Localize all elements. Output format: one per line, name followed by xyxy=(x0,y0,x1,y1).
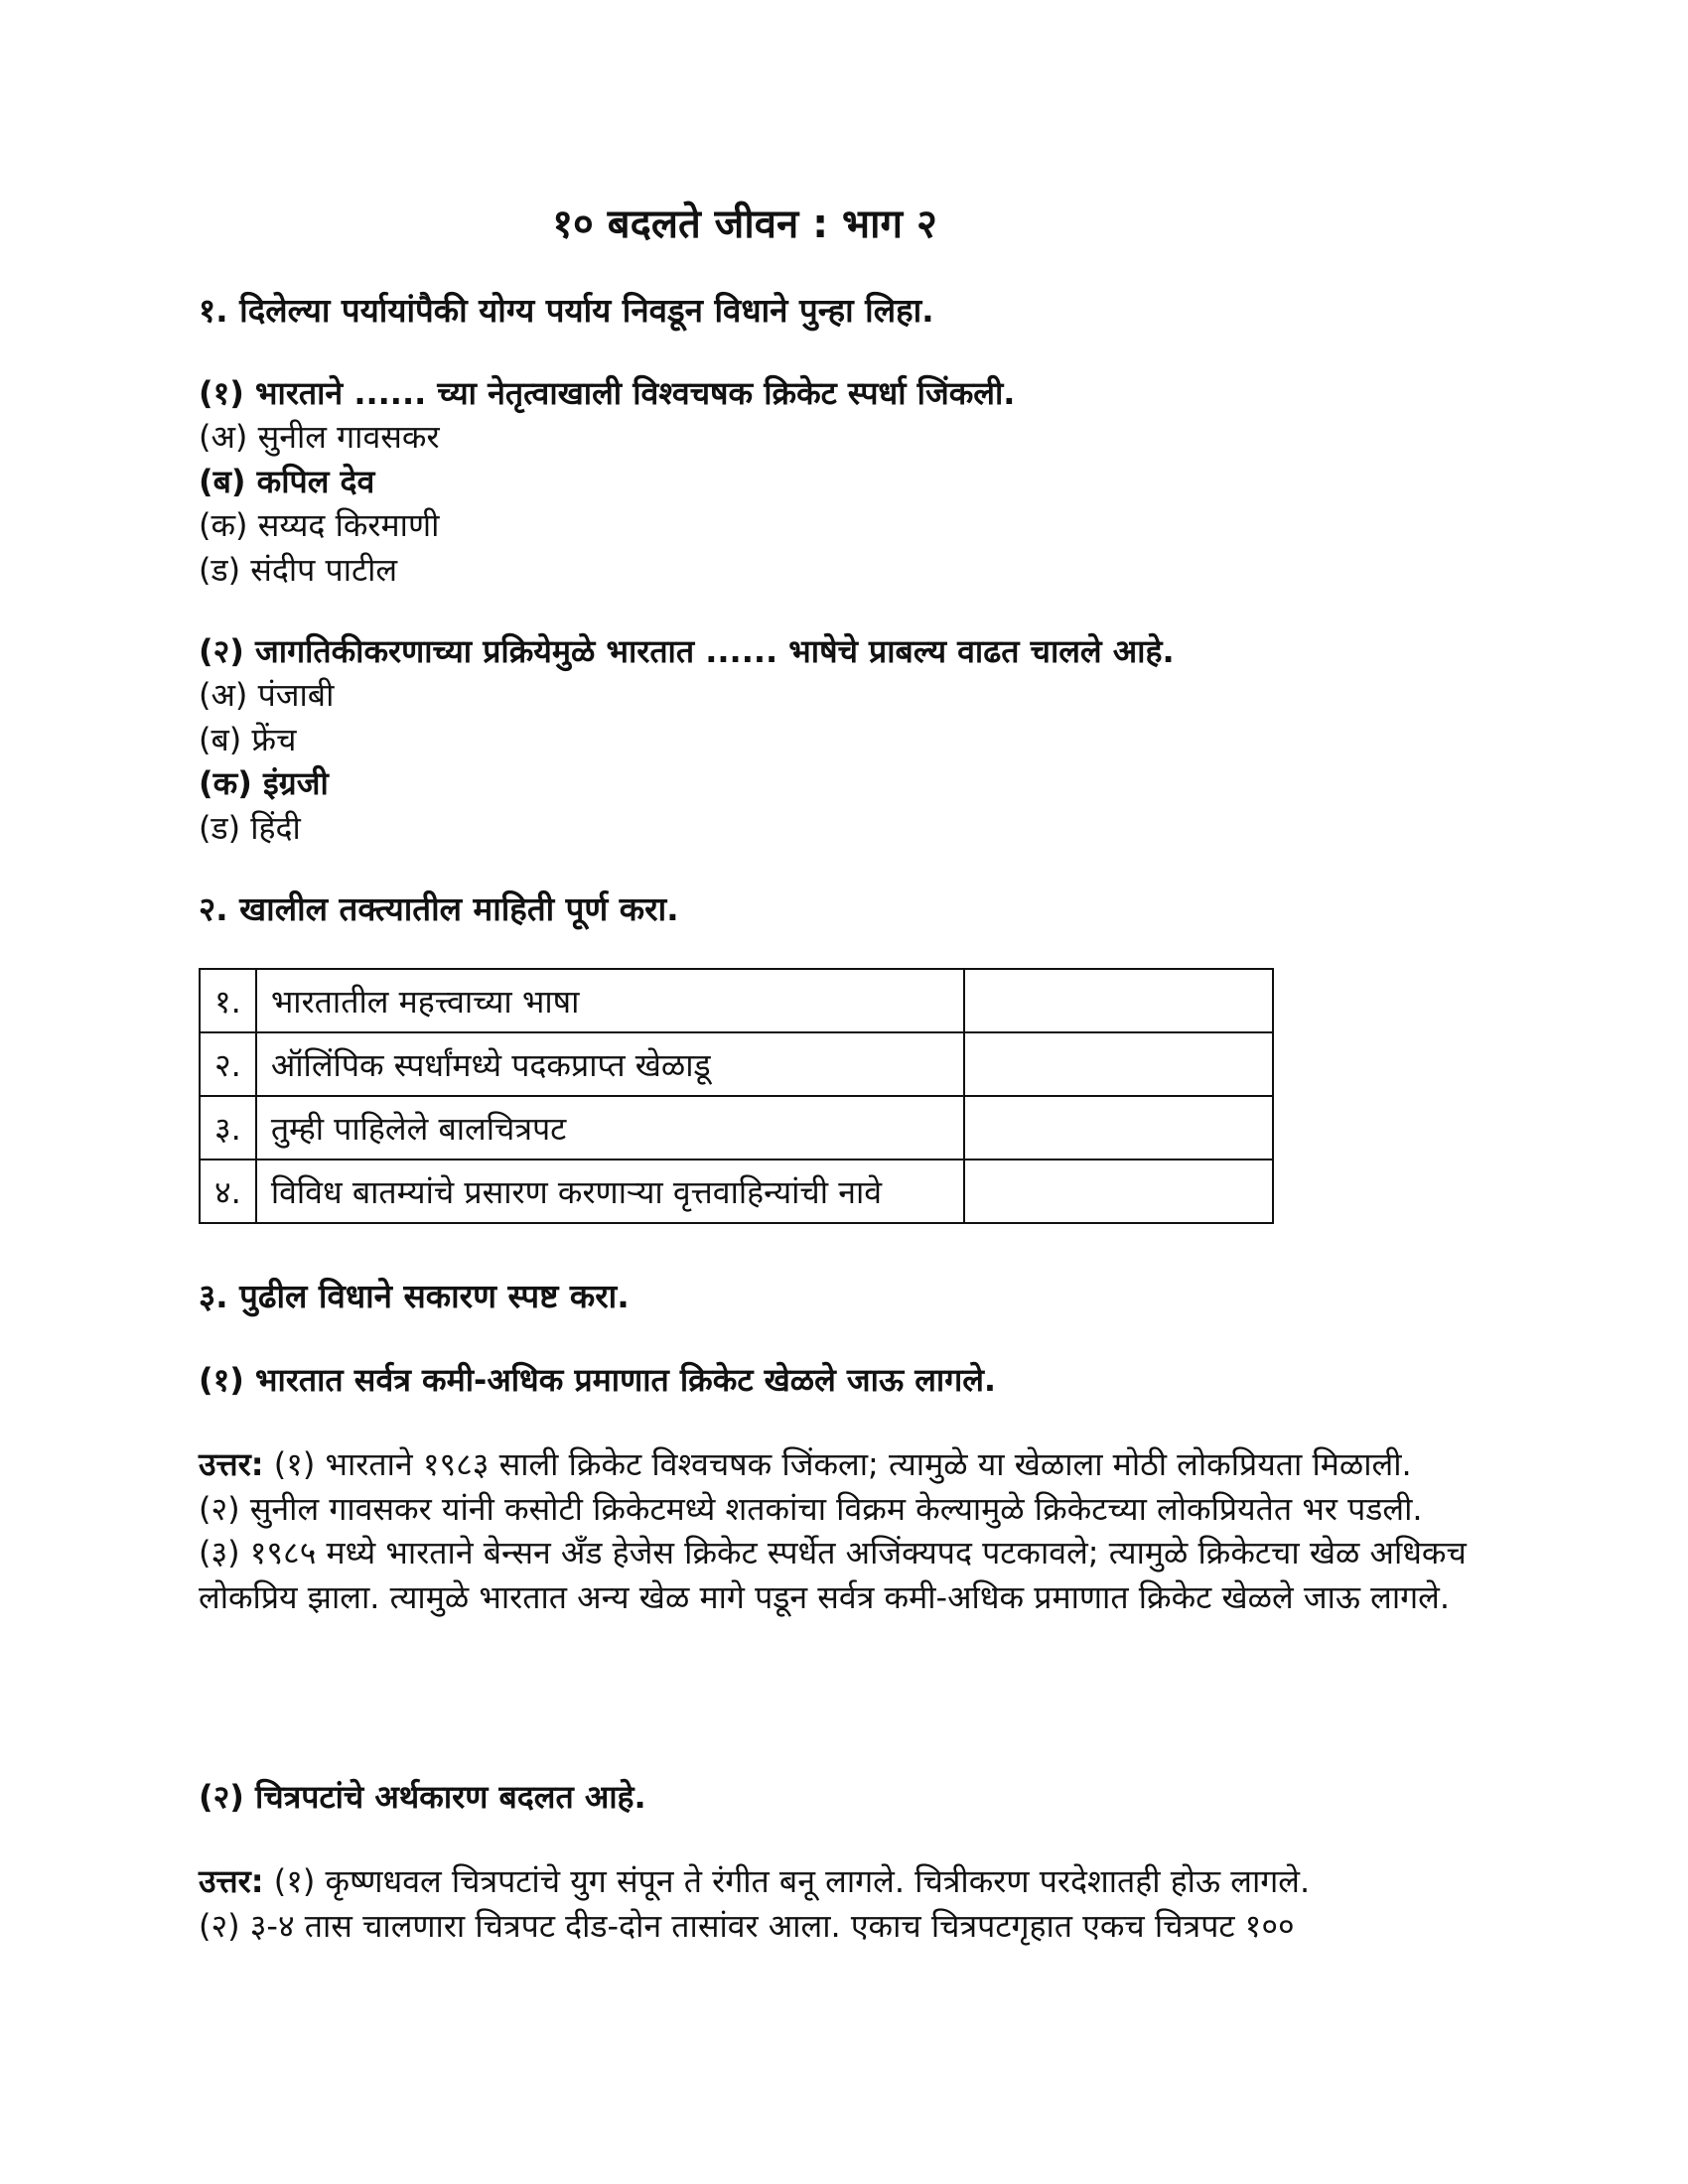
q3-1-answer xyxy=(199,1442,1489,1619)
q1-1-options xyxy=(199,415,440,592)
table-row xyxy=(200,1096,1273,1160)
option-a: (अ) सुनील गावसकर xyxy=(199,418,440,456)
option-d: (ड) हिंदी xyxy=(199,808,301,847)
answer-line-1: उत्तर: (१) कृष्णधवल चित्रपटांचे युग संपून ते रंगीत बनू लागले. चित्रीकरण परदेशातही होऊ लागले. xyxy=(199,1862,1311,1900)
option-a: (अ) पंजाबी xyxy=(199,676,335,714)
answer-line-3: (३) १९८५ मध्ये भारताने बेन्सन अँड हेजेस क्रिकेट स्पर्धेत अजिंक्यपद पटकावले; त्यामुळे क्रिकेटचा खेळ अधिकच लोकप्रिय झाला. त्यामुळे भारतात अन्य खेळ मागे पडून सर्वत्र कमी-अधिक प्रमाणात क्रिकेट खेळले जाऊ लागले. xyxy=(199,1534,1467,1616)
table-row xyxy=(200,1032,1273,1096)
row-number: १. xyxy=(200,969,256,1032)
option-c: (क) सय्यद किरमाणी xyxy=(199,506,440,544)
answer-line-1: उत्तर: (१) भारताने १९८३ साली क्रिकेट विश्वचषक जिंकला; त्यामुळे या खेळाला मोठी लोकप्रियता मिळाली. xyxy=(199,1445,1412,1483)
q1-2-question: (२) जागतिकीकरणाच्या प्रक्रियेमुळे भारतात ...... भाषेचे प्राबल्य वाढत चालले आहे. xyxy=(199,632,1175,670)
row-number: ३. xyxy=(200,1096,256,1160)
q1-2-options xyxy=(199,673,334,850)
row-description: विविध बातम्यांचे प्रसारण करणाऱ्या वृत्तवाहिन्यांची नावे xyxy=(256,1160,964,1223)
answer-label: उत्तर: xyxy=(199,1862,264,1900)
answer-cell xyxy=(964,1032,1273,1096)
answer-label: उत्तर: xyxy=(199,1445,264,1483)
answer-cell xyxy=(964,1096,1273,1160)
q2-heading: २. खालील तक्त्यातील माहिती पूर्ण करा. xyxy=(199,889,679,928)
answer-cell xyxy=(964,1160,1273,1223)
row-description: तुम्ही पाहिलेले बालचित्रपट xyxy=(256,1096,964,1160)
row-description: भारतातील महत्त्वाच्या भाषा xyxy=(256,969,964,1032)
answer-line-2: (२) सुनील गावसकर यांनी कसोटी क्रिकेटमध्ये शतकांचा विक्रम केल्यामुळे क्रिकेटच्या लोकप्रियतेत भर पडली. xyxy=(199,1489,1423,1528)
q1-1-question: (१) भारताने ...... च्या नेतृत्वाखाली विश्वचषक क्रिकेट स्पर्धा जिंकली. xyxy=(199,374,1016,412)
row-description: ऑलिंपिक स्पर्धांमध्ये पदकप्राप्त खेळाडू xyxy=(256,1032,964,1096)
page-title: १० बदलते जीवन : भाग २ xyxy=(552,202,937,247)
option-b: (ब) फ्रेंच xyxy=(199,720,297,758)
answer-cell xyxy=(964,969,1273,1032)
option-d: (ड) संदीप पाटील xyxy=(199,550,398,589)
option-b-correct: (ब) कपिल देव xyxy=(199,462,375,500)
q1-heading: १. दिलेल्या पर्यायांपैकी योग्य पर्याय निवडून विधाने पुन्हा लिहा. xyxy=(199,291,934,330)
q3-heading: ३. पुढील विधाने सकारण स्पष्ट करा. xyxy=(199,1277,630,1315)
info-table xyxy=(199,968,1274,1224)
row-number: २. xyxy=(200,1032,256,1096)
option-c-correct: (क) इंग्रजी xyxy=(199,764,329,802)
answer-line-2: (२) ३-४ तास चालणारा चित्रपट दीड-दोन तासांवर आला. एकाच चित्रपटगृहात एकच चित्रपट १०० xyxy=(199,1906,1295,1945)
table-row xyxy=(200,969,1273,1032)
table-row xyxy=(200,1160,1273,1223)
q3-2-question: (२) चित्रपटांचे अर्थकारण बदलत आहे. xyxy=(199,1778,646,1816)
row-number: ४. xyxy=(200,1160,256,1223)
info-table-wrap xyxy=(199,968,1274,1224)
q3-1-question: (१) भारतात सर्वत्र कमी-अधिक प्रमाणात क्रिकेट खेळले जाऊ लागले. xyxy=(199,1361,997,1399)
q3-2-answer xyxy=(199,1859,1489,1948)
